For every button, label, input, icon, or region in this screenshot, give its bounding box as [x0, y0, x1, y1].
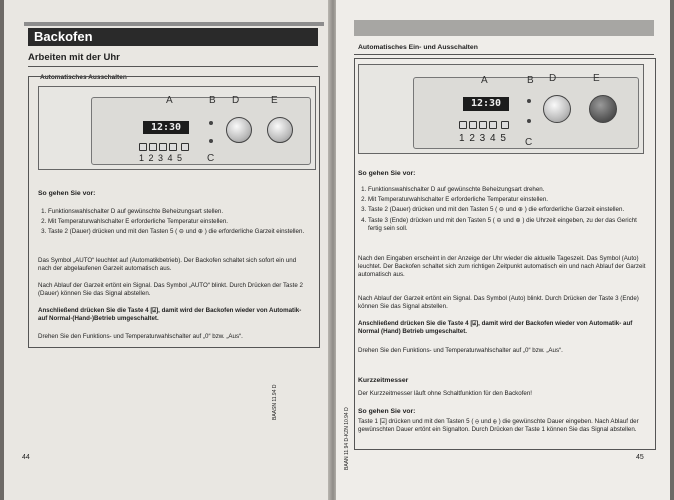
label-b: B — [209, 95, 216, 106]
paragraph-2: Nach Ablauf der Garzeit ertönt ein Signal. Das Symbol „AUTO“ blinkt. Durch Drücken der Taste 2 (Dauer) können Sie das Signal abstellen. — [38, 282, 303, 298]
kurzzeitmesser-heading: Kurzzeitmesser — [358, 377, 409, 384]
label-c: C — [525, 137, 533, 148]
steps-list — [38, 208, 308, 239]
label-c: C — [207, 153, 215, 164]
step-2: 2. Mit Temperaturwahlschalter E erforderliche Temperatur einstellen. — [48, 218, 308, 226]
heading: Arbeiten mit der Uhr — [28, 52, 120, 63]
header-bar — [24, 22, 324, 26]
label-a: A — [481, 75, 488, 86]
subheading: Automatisches Ausschalten — [40, 74, 127, 81]
button-numbers: 1 2 3 4 5 — [459, 133, 507, 144]
button-numbers: 1 2 3 4 5 — [139, 153, 184, 163]
kurzzeitmesser-instructions: Taste 1 [⍓] drücken und mit den Tasten 5 ( ⊖ und ⊕ ) die gewünschte Dauer eingeben. Nach Ablauf der gewünschten Dauer ertönt ein Signalton. Durch Drücken der Taste 1 können Sie das Signal abstellen. — [358, 418, 639, 434]
paragraph-3: Anschließend drücken Sie die Taste 4 [⍓], damit wird der Backofen wieder von Automatik- auf Normal (Hand) Betrieb umgeschaltet. — [358, 320, 633, 336]
label-d: D — [549, 73, 557, 84]
label-e: E — [271, 95, 278, 106]
divider — [354, 54, 654, 55]
right-page — [336, 0, 670, 500]
paragraph-2: Nach Ablauf der Garzeit ertönt ein Signal. Das Symbol (Auto) blinkt. Durch Drücken der Taste 3 (Ende) können Sie das Signal abstellen. — [358, 295, 639, 311]
page-number: 44 — [22, 454, 30, 461]
paragraph-1: Nach den Eingaben erscheint in der Anzeige der Uhr wieder die aktuelle Tageszeit. Das Symbol (Auto) leuchtet. Der Backofen schaltet sich zum richtigen Zeitpunkt automatisch ein und nach Ablauf der Garzeit automatisch aus. — [358, 255, 646, 279]
label-b: B — [527, 75, 534, 86]
header-bar — [354, 20, 654, 36]
left-page — [4, 0, 332, 500]
step-1: 1. Funktionswahlschalter D auf gewünschte Beheizungsart drehen. — [368, 186, 648, 194]
page-number: 45 — [636, 454, 644, 461]
clock-display: 12:30 — [143, 121, 189, 134]
kurz-how-to-heading: So gehen Sie vor: — [358, 408, 416, 415]
heading: Automatisches Ein- und Ausschalten — [358, 44, 478, 51]
step-3: 3. Taste 2 (Dauer) drücken und mit den Tasten 5 ( ⊖ und ⊕ ) die erforderliche Garzeit einstellen. — [368, 206, 648, 214]
label-d: D — [232, 95, 240, 106]
kurzzeitmesser-text: Der Kurzzeitmesser läuft ohne Schaltfunktion für den Backofen! — [358, 390, 533, 397]
step-1: 1. Funktionswahlschalter D auf gewünschte Beheizungsart stellen. — [48, 208, 308, 216]
how-to-heading: So gehen Sie vor: — [358, 170, 416, 177]
paragraph-4: Drehen Sie den Funktions- und Temperaturwahlschalter auf „0“ bzw. „Aus“. — [38, 333, 243, 340]
side-code: BAASN 11.94 D — [272, 384, 278, 420]
section-title: Backofen — [28, 28, 318, 46]
paragraph-1: Das Symbol „AUTO“ leuchtet auf (Automatikbetrieb). Der Backofen schaltet sich sofort ein und nach der abgelaufenen Garzeit automatisch aus. — [38, 257, 297, 273]
label-a: A — [166, 95, 173, 106]
label-e: E — [593, 73, 600, 84]
how-to-heading: So gehen Sie vor: — [38, 190, 96, 197]
divider — [28, 66, 318, 67]
side-code: BAAN 11.94 D-KZN 10.94 D — [344, 407, 350, 470]
steps-list — [358, 186, 648, 235]
paragraph-4: Drehen Sie den Funktions- und Temperaturwahlschalter auf „0“ bzw. „Aus“. — [358, 347, 563, 354]
step-4: 4. Taste 3 (Ende) drücken und mit den Tasten 5 ( ⊖ und ⊕ ) die Uhrzeit eingeben, zu der das Gericht fertig sein soll. — [368, 217, 648, 233]
step-3: 3. Taste 2 (Dauer) drücken und mit den Tasten 5 ( ⊖ und ⊕ ) die erforderliche Garzeit einstellen. — [48, 228, 308, 236]
paragraph-3: Anschließend drücken Sie die Taste 4 [⍓], damit wird der Backofen wieder von Automatik- auf Normal-(Hand-)Betrieb umgeschaltet. — [38, 307, 302, 323]
step-2: 2. Mit Temperaturwahlschalter E erforderliche Temperatur einstellen. — [368, 196, 648, 204]
clock-display: 12:30 — [463, 97, 509, 111]
